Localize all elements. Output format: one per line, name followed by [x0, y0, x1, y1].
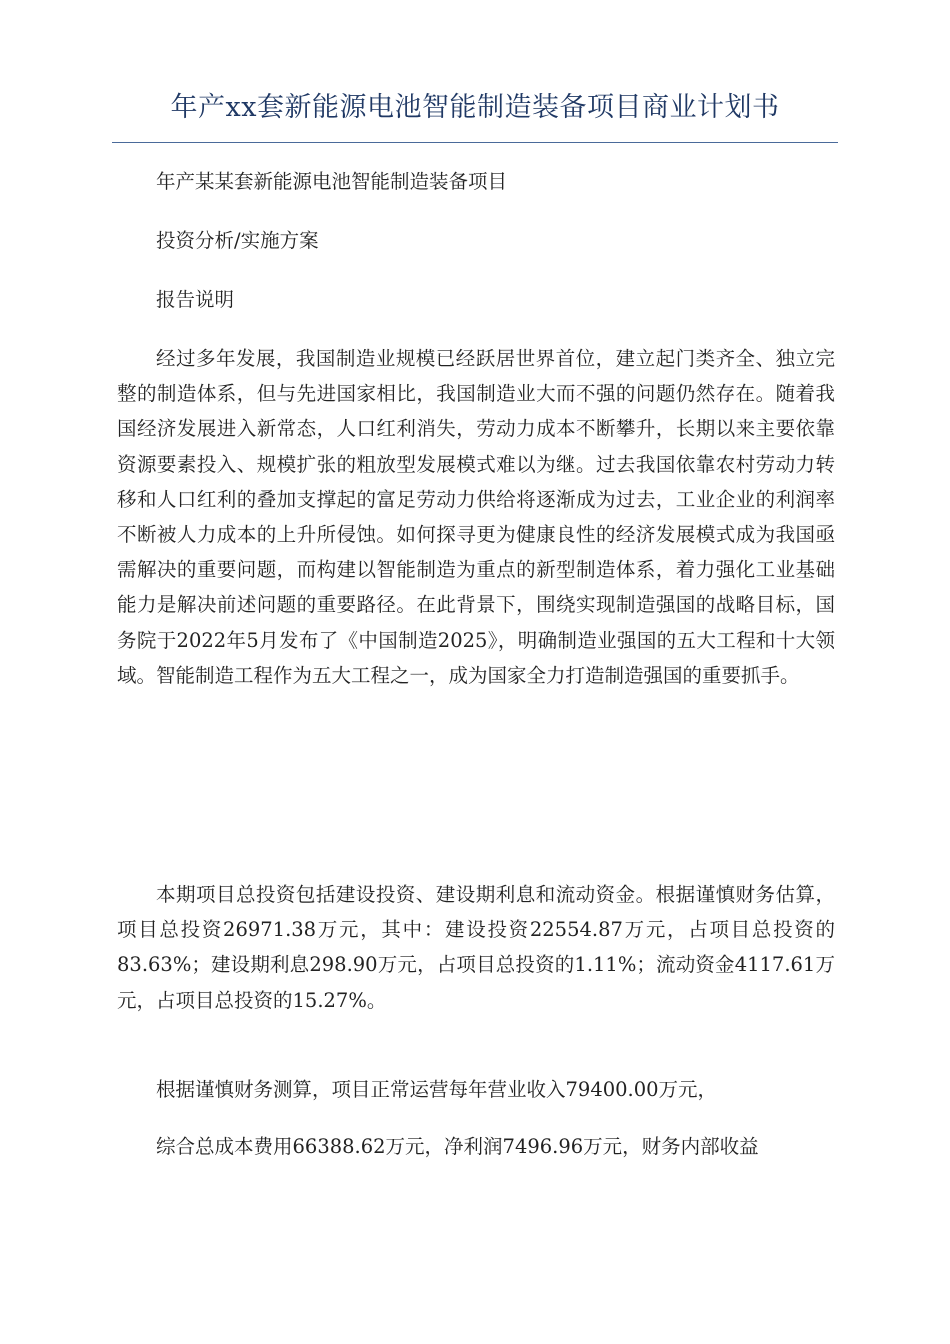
- revenue-paragraph: 根据谨慎财务测算，项目正常运营每年营业收入79400.00万元，: [156, 1078, 718, 1101]
- title-divider: [112, 142, 838, 143]
- investment-paragraph: 本期项目总投资包括建设投资、建设期利息和流动资金。根据谨慎财务估算，项目总投资26971.38万元，其中：建设投资22554.87万元，占项目总投资的83.63%；建设期利息298.90万元，占项目总投资的1.11%；流动资金4117.61万元，占项目总投资的15.27%。: [117, 883, 835, 1012]
- background-paragraph: 经过多年发展，我国制造业规模已经跃居世界首位，建立起门类齐全、独立完整的制造体系，但与先进国家相比，我国制造业大而不强的问题仍然存在。随着我国经济发展进入新常态，人口红利消失，劳动力成本不断攀升，长期以来主要依靠资源要素投入、规模扩张的粗放型发展模式难以为继。过去我国依靠农村劳动力转移和人口红利的叠加支撑起的富足劳动力供给将逐渐成为过去，工业企业的利润率不断被人力成本的上升所侵蚀。如何探寻更为健康良性的经济发展模式成为我国亟需解决的重要问题，而构建以智能制造为重点的新型制造体系，着力强化工业基础能力是解决前述问题的重要路径。在此背景下，围绕实现制造强国的战略目标，国务院于2022年5月发布了《中国制造2025》，明确制造业强国的五大工程和十大领域。智能制造工程作为五大工程之一，成为国家全力打造制造强国的重要抓手。: [117, 347, 835, 687]
- document-title: 年产xx套新能源电池智能制造装备项目商业计划书: [170, 92, 780, 123]
- section-heading-report-notes: 报告说明: [156, 288, 235, 311]
- cost-profit-paragraph: 综合总成本费用66388.62万元，净利润7496.96万元，财务内部收益: [156, 1135, 759, 1158]
- subtitle-paragraph: 投资分析/实施方案: [156, 229, 319, 252]
- project-name-paragraph: 年产某某套新能源电池智能制造装备项目: [156, 170, 508, 193]
